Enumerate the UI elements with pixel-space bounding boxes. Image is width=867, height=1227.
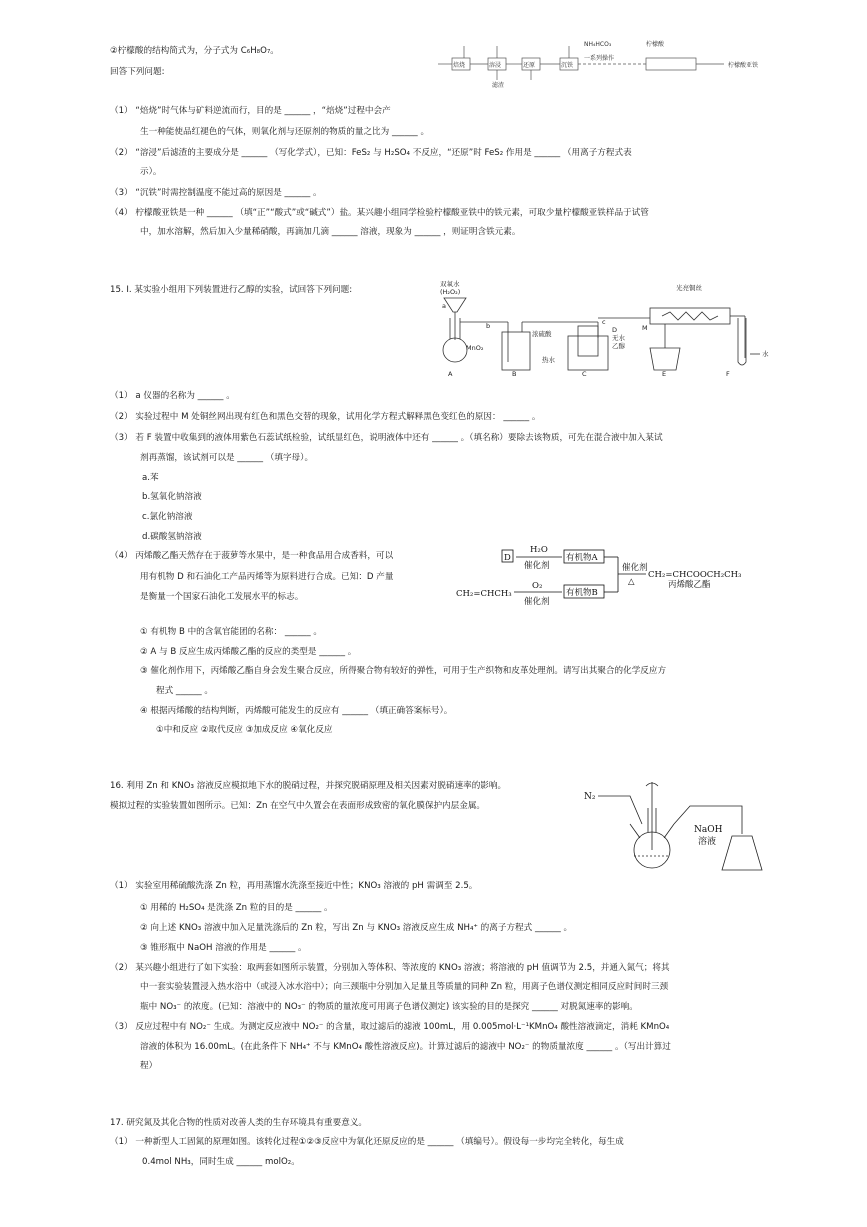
sub-question: ① 有机物 B 中的含氧官能团的名称： ______ 。 <box>140 627 322 637</box>
question-line: 溶液的体积为 16.00mL。(在此条件下 NH₄⁺ 不与 KMnO₄ 酸性溶液反应)。计算过滤后的滤液中 NO₂⁻ 的物质量浓度 ______ 。（写出计算过 <box>140 1042 671 1052</box>
sub-question: 程式 ______ 。 <box>156 686 214 696</box>
flow-label: 一系列操作 <box>584 55 615 62</box>
flow-label: 滤渣 <box>492 82 505 89</box>
option-item: c.氯化钠溶液 <box>142 512 193 522</box>
scheme-catalyst: 催化剂 <box>524 597 550 607</box>
apparatus-label: F <box>726 370 730 378</box>
question-line: （1） 一种新型人工固氮的原理如图。该转化过程①②③反应中为氧化还原反应的是 ______ （填编号）。假设每一步均完全转化，每生成 <box>110 1137 624 1147</box>
question-line: （1） a 仪器的名称为 ______ 。 <box>110 391 235 401</box>
question-title: 15. Ⅰ. 某实验小组用下列装置进行乙醇的实验，试回答下列问题: <box>110 285 353 295</box>
option-item: b.氢氧化钠溶液 <box>142 492 202 502</box>
apparatus-label: 双氧水 <box>440 280 460 288</box>
question-line: 示）。 <box>140 167 162 177</box>
apparatus-label: MnO₂ <box>466 344 484 352</box>
flow-label: 溶浸 <box>489 62 502 69</box>
question-title: 17. 研究氮及其化合物的性质对改善人类的生存环境具有重要意义。 <box>110 1118 368 1128</box>
scheme-delta: △ <box>628 577 635 587</box>
option-item: a.苯 <box>142 473 159 483</box>
question-line: （1） 实验室用稀硫酸洗涤 Zn 粒，再用蒸馏水洗涤至接近中性；KNO₃ 溶液的 pH 需调至 2.5。 <box>110 881 478 891</box>
scheme-catalyst: 催化剂 <box>622 563 648 573</box>
label-naoh: NaOH <box>694 825 723 835</box>
question-line: （3） 若 F 装置中收集到的液体用紫色石蕊试纸检验，试纸显红色，说明液体中还有 ______ 。（填名称）要除去该物质，可先在混合液中加入某试 <box>110 433 663 443</box>
scheme-product-formula: CH₂=CHCOOCH₂CH₃ <box>648 570 742 580</box>
scheme-product-name: 丙烯酸乙酯 <box>668 580 711 590</box>
question-line: 生一种能使品红褪色的气体，则氧化剂与还原剂的物质的量之比为 ______ 。 <box>140 127 430 137</box>
scheme-organic-a: 有机物A <box>566 553 598 563</box>
sub-question: ① 用稀的 H₂SO₄ 是洗涤 Zn 粒的目的是 ______ 。 <box>140 903 333 913</box>
question-line: 是衡量一个国家石油化工发展水平的标志。 <box>140 592 304 602</box>
flow-label: 沉铁 <box>561 62 574 69</box>
scheme-d: D <box>504 553 511 563</box>
synthesis-scheme <box>456 540 776 608</box>
apparatus-label: 无水 <box>612 334 625 342</box>
text-line: 回答下列问题: <box>110 67 165 77</box>
option-item: ①中和反应 ②取代反应 ③加成反应 ④氧化反应 <box>156 725 333 735</box>
question-line: 用有机物 D 和石油化工产品丙烯等为原料进行合成。已知：D 产量 <box>140 572 394 582</box>
apparatus-label: 热水 <box>542 356 555 364</box>
flow-label: 还原 <box>523 62 536 69</box>
apparatus-label: 水 <box>762 350 769 358</box>
scheme-organic-b: 有机物B <box>566 588 598 598</box>
three-neck-apparatus <box>582 778 767 874</box>
apparatus-label: a <box>442 302 446 310</box>
apparatus-label: (H₂O₂) <box>440 288 461 296</box>
apparatus-label: b <box>486 322 491 330</box>
apparatus-label: E <box>662 370 667 378</box>
scheme-catalyst: 催化剂 <box>524 561 550 571</box>
question-line: 程） <box>140 1061 158 1071</box>
flow-label: 柠檬酸 <box>646 41 665 48</box>
apparatus-label: B <box>512 370 517 378</box>
apparatus-label: D <box>612 326 618 334</box>
sub-question: ④ 根据丙烯酸的结构判断，丙烯酸可能发生的反应有 ______ （填正确答案标号）。 <box>140 706 453 716</box>
process-flowchart <box>434 38 764 100</box>
question-line: （2） 某兴趣小组进行了如下实验：取两套如图所示装置，分别加入等体积、等浓度的 KNO₃ 溶液；将溶液的 pH 值调节为 2.5，并通入氮气；将其 <box>110 963 670 973</box>
apparatus-label: 光亮铜丝 <box>676 284 702 292</box>
scheme-propene: CH₂=CHCH₃ <box>456 589 512 599</box>
apparatus-label: A <box>448 370 453 378</box>
question-line: 剂再蒸馏，该试剂可以是 ______ （填字母）。 <box>140 453 314 463</box>
flow-label: 焙烧 <box>453 62 466 69</box>
sub-question: ③ 催化剂作用下，丙烯酸乙酯自身会发生聚合反应，所得聚合物有较好的弹性，可用于生产织物和皮革处理剂。请写出其聚合的化学反应方 <box>140 666 667 676</box>
question-line: 中，加水溶解，然后加入少量稀硝酸，再滴加几滴 ______ 溶液，现象为 ______ ，则证明含铁元素。 <box>140 227 521 237</box>
label-solution: 溶液 <box>698 837 717 847</box>
sub-question: ② A 与 B 反应生成丙烯酸乙酯的反应的类型是 ______ 。 <box>140 647 357 657</box>
text-line: ②柠檬酸的结构简式为，分子式为 C₆H₈O₇。 <box>110 46 279 56</box>
question-line: 0.4mol NH₃，同时生成 ______ molO₂。 <box>142 1157 300 1167</box>
question-line: （2） “溶浸”后滤渣的主要成分是 ______ （写化学式），已知：FeS₂ 与 H₂SO₄ 不反应，“还原”时 FeS₂ 作用是 ______ （用离子方程式表 <box>110 148 632 158</box>
question-line: 瓶中 NO₃⁻ 的浓度。(已知：溶液中的 NO₃⁻ 的物质的量浓度可用离子色谱仪测定) 该实验的目的是探究 ______ 对脱氮速率的影响。 <box>140 1002 638 1012</box>
question-line: （3） 反应过程中有 NO₂⁻ 生成。为测定反应液中 NO₂⁻ 的含量，取过滤后的滤液 100mL，用 0.005mol·L⁻¹KMnO₄ 酸性溶液滴定，消耗 KMnO₄ <box>110 1022 670 1032</box>
question-line: （3） “沉铁”时需控制温度不能过高的原因是 ______ 。 <box>110 188 322 198</box>
question-title: 16. 利用 Zn 和 KNO₃ 溶液反应模拟地下水的脱硝过程，并探究脱硝原理及相关因素对脱硝速率的影响。 <box>110 781 507 791</box>
question-line: （1） “焙烧”时气体与矿料逆流而行，目的是 ______ ，“焙烧”过程中会产 <box>110 106 391 116</box>
sub-question: ③ 锥形瓶中 NaOH 溶液的作用是 ______ 。 <box>140 943 307 953</box>
sub-question: ② 向上述 KNO₃ 溶液中加入足量洗涤后的 Zn 粒，写出 Zn 与 KNO₃ 溶液反应生成 NH₄⁺ 的离子方程式 ______ 。 <box>140 923 573 933</box>
label-n2: N₂ <box>584 792 596 802</box>
scheme-h2o: H₂O <box>530 545 548 555</box>
ethanol-apparatus <box>430 278 775 378</box>
option-item: d.碳酸氢钠溶液 <box>142 532 202 542</box>
question-line: （4） 柠檬酸亚铁是一种 ______ （填“正”“酸式”或“碱式”）盐。某兴趣小组同学检验柠檬酸亚铁中的铁元素，可取少量柠檬酸亚铁样品于试管 <box>110 208 649 218</box>
question-line: （4） 丙烯酸乙酯天然存在于菠萝等水果中，是一种食品用合成香料，可以 <box>110 551 394 561</box>
apparatus-label: C <box>582 370 587 378</box>
apparatus-label: 浓硫酸 <box>532 330 552 338</box>
apparatus-label: M <box>642 324 648 332</box>
apparatus-label: c <box>602 318 606 326</box>
flow-label: 柠檬酸亚铁 <box>728 62 759 69</box>
text-line: 模拟过程的实验装置如图所示。已知：Zn 在空气中久置会在表面形成致密的氧化膜保护内层金属。 <box>110 801 486 811</box>
flow-label: NH₄HCO₃ <box>584 41 612 48</box>
question-line: 中一套实验装置浸入热水浴中（或浸入冰水浴中）；向三颈瓶中分别加入足量且等质量的同种 Zn 粒，用离子色谱仪测定相同反应时间时三颈 <box>140 982 669 992</box>
question-line: （2） 实验过程中 M 处铜丝网出现有红色和黑色交替的现象，试用化学方程式解释黑色变红色的原因： ______ 。 <box>110 412 541 422</box>
apparatus-label: 乙醇 <box>612 342 625 350</box>
scheme-o2: O₂ <box>532 581 543 591</box>
